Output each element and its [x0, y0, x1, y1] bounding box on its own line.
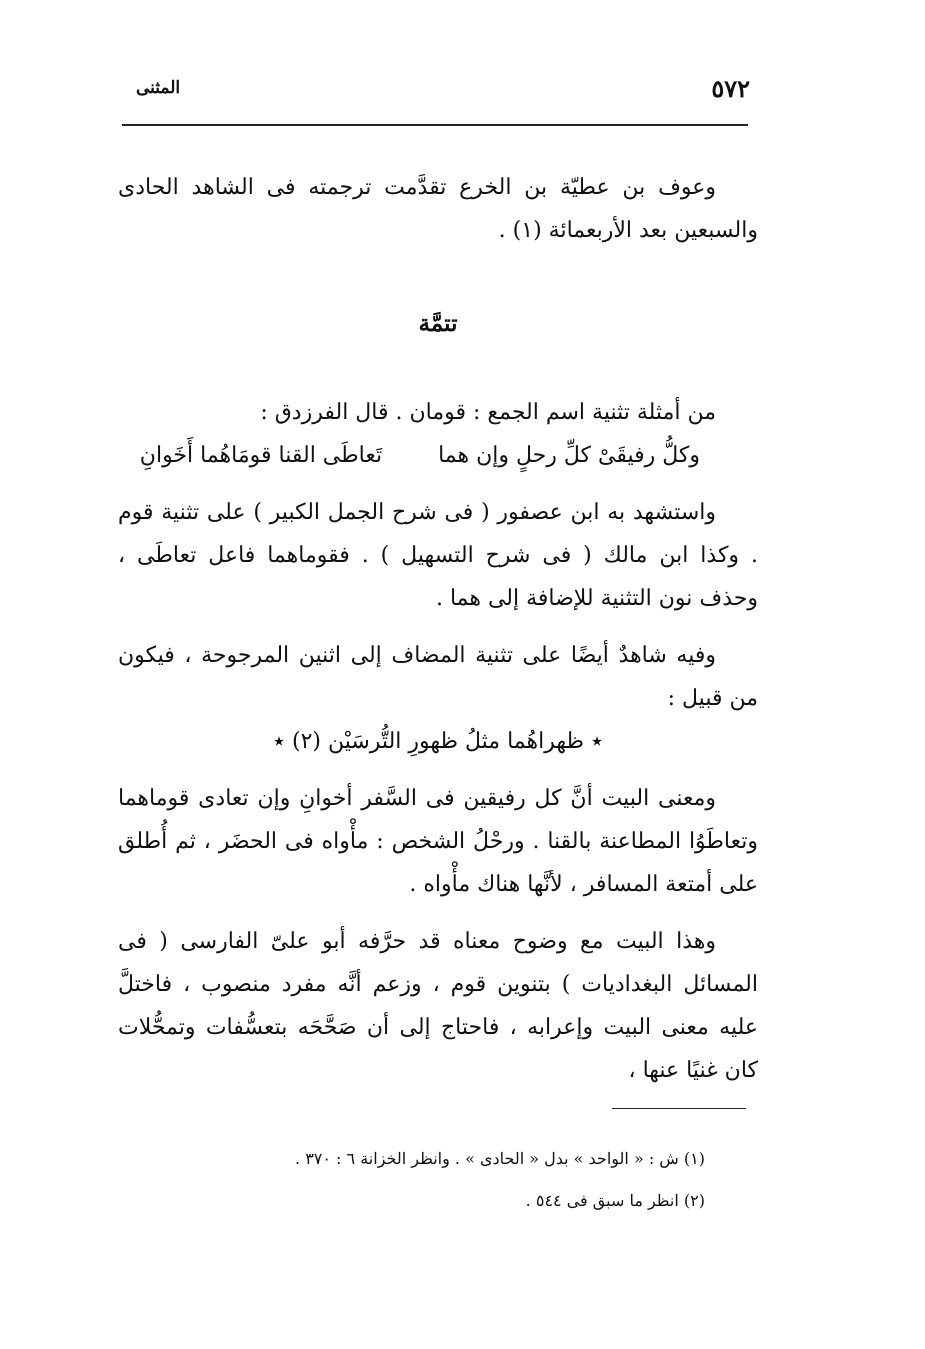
verse-second-hemistich: تَعاطَى القنا قومَاهُما أَخَوانِ	[139, 443, 383, 468]
paragraph-gap	[118, 906, 758, 920]
section-title: تتمَّة	[418, 310, 458, 337]
footnotes	[150, 1138, 705, 1222]
paragraph-6: وهذا البيت مع وضوح معناه قد حرَّفه أبو علىّ الفارسى ( فى المسائل البغداديات ) بتنوين قوم ، وزعم أنَّه مفرد منصوب ، فاختلَّ عليه معنى البيت وإعرابه ، فاحتاج إلى أن صَحَّحَه بتعسُّفات وتمحُّلات كان غنيًا عنها ،	[118, 929, 758, 1083]
verse-line	[118, 434, 758, 477]
header-rule	[122, 124, 748, 126]
running-title: المثنى	[136, 78, 181, 98]
paragraph-2: من أمثلة تثنية اسم الجمع : قومان . قال الفرزدق :	[260, 400, 716, 425]
paragraph-gap	[118, 620, 758, 634]
verse-first-hemistich: وكلُّ رفيقَىْ كلِّ رحلٍ وإن هما	[438, 443, 700, 468]
paragraph-gap	[118, 477, 758, 491]
page-number: ٥٧٢	[711, 74, 750, 103]
quoted-hemistich: ٭ ظهراهُما مثلُ ظهورِ التُّرسَيْن (٢) ٭	[272, 729, 603, 754]
paragraph-4: وفيه شاهدٌ أيضًا على تثنية المضاف إلى اثنين المرجوحة ، فيكون من قبيل :	[118, 643, 758, 711]
footnote-rule	[612, 1108, 746, 1109]
main-text	[118, 166, 758, 1092]
running-head	[118, 74, 750, 106]
paragraph-3: واستشهد به ابن عصفور ( فى شرح الجمل الكبير ) على تثنية قوم . وكذا ابن مالك ( فى شرح التسهيل ) . فقوماهما فاعل تعاطَى ، وحذف نون التثنية للإضافة إلى هما .	[118, 500, 758, 611]
paragraph-1: وعوف بن عطيّة بن الخرع تقدَّمت ترجمته فى الشاهد الحادى والسبعين بعد الأربعمائة (١) .	[118, 175, 758, 243]
paragraph-gap	[118, 763, 758, 777]
footnote-1: (١) ش : « الواحد » بدل « الحادى » . وانظر الخزانة ٦ : ٣٧٠ .	[295, 1149, 705, 1168]
footnote-2: (٢) انظر ما سبق فى ٥٤٤ .	[525, 1191, 705, 1210]
paragraph-5: ومعنى البيت أنَّ كل رفيقين فى السَّفر أخوانِ وإن تعادى قوماهما وتعاطَوُا المطاعنة بالقنا . ورحْلُ الشخص : مأْواه فى الحضَر ، ثم أُطلق على أمتعة المسافر ، لأنَّها هناك مأْواه .	[118, 786, 758, 897]
